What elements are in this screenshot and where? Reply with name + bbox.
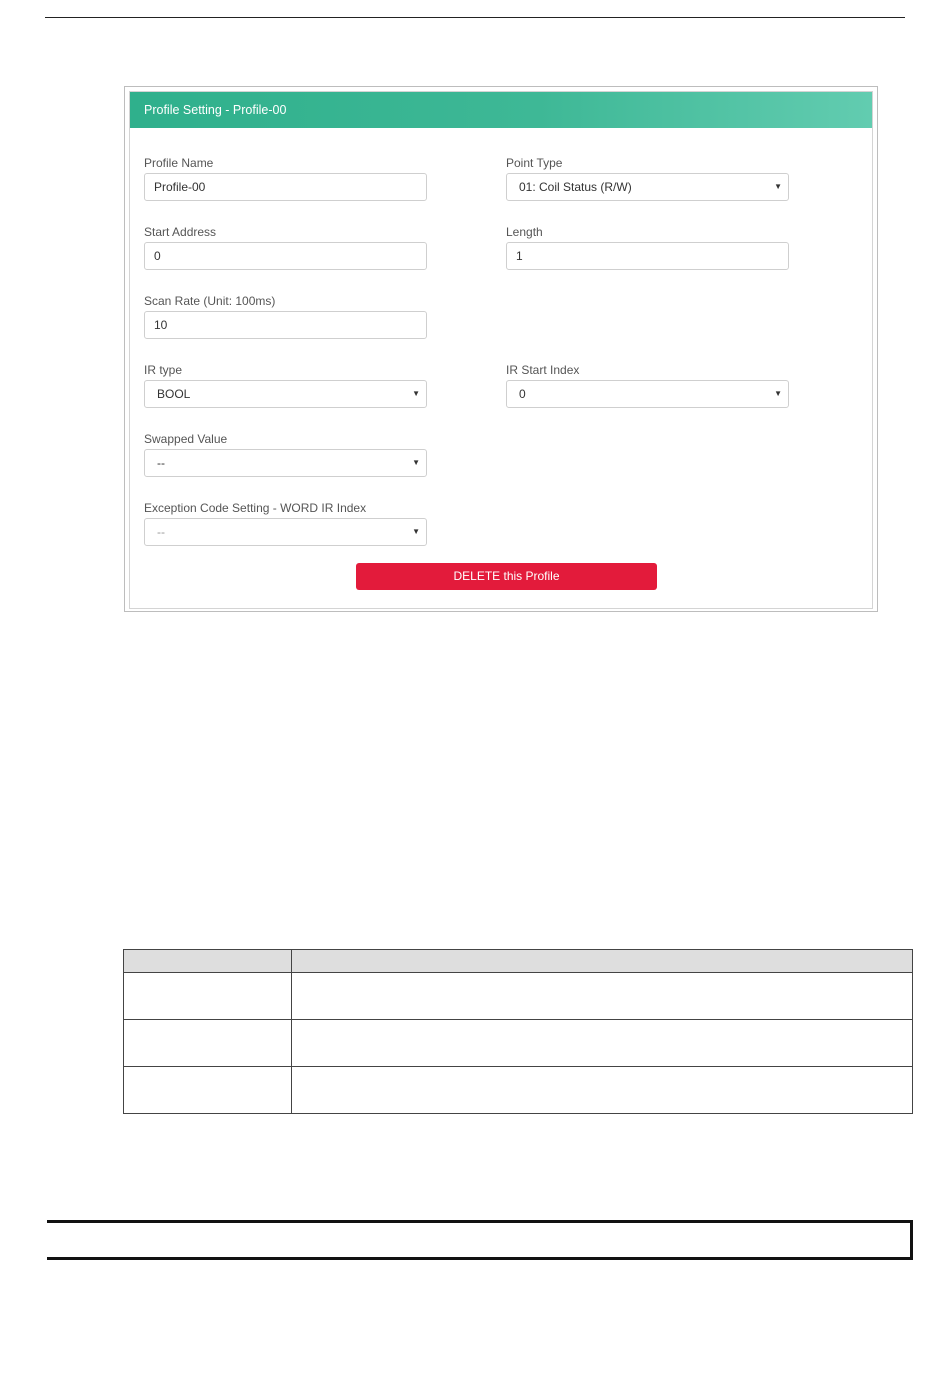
point-type-value: 01: Coil Status (R/W): [519, 180, 632, 194]
length-label: Length: [506, 225, 543, 239]
point-type-select[interactable]: [506, 173, 789, 201]
table-cell: [292, 1020, 913, 1067]
description-table: [123, 949, 913, 1114]
panel-title: Profile Setting - Profile-00: [130, 92, 872, 128]
table-row: [124, 973, 913, 1020]
table-header-cell: [124, 950, 292, 973]
table-cell: [124, 973, 292, 1020]
caret-down-icon: ▼: [412, 389, 420, 398]
ir-start-index-label: IR Start Index: [506, 363, 580, 377]
table-row: [124, 1020, 913, 1067]
table-header-cell: [292, 950, 913, 973]
ir-type-value: BOOL: [157, 387, 191, 401]
ir-start-index-select[interactable]: [506, 380, 789, 408]
scan-rate-input[interactable]: 10: [144, 311, 427, 339]
exception-code-value: --: [157, 525, 165, 539]
profile-name-label: Profile Name: [144, 156, 214, 170]
panel-body: [129, 91, 873, 609]
exception-code-label: Exception Code Setting - WORD IR Index: [144, 501, 367, 515]
table-cell: [124, 1067, 292, 1114]
ir-type-select[interactable]: [144, 380, 427, 408]
profile-setting-panel: [124, 86, 878, 612]
table-cell: [292, 1067, 913, 1114]
length-input[interactable]: 1: [506, 242, 789, 270]
profile-name-input[interactable]: Profile-00: [144, 173, 427, 201]
caret-down-icon: ▼: [774, 182, 782, 191]
swapped-value-value: --: [157, 456, 165, 470]
note-box: [47, 1220, 913, 1260]
caret-down-icon: ▼: [774, 389, 782, 398]
swapped-value-select[interactable]: [144, 449, 427, 477]
top-rule: [45, 17, 905, 18]
caret-down-icon: ▼: [412, 527, 420, 536]
point-type-label: Point Type: [506, 156, 563, 170]
table-header-row: [124, 950, 913, 973]
ir-type-label: IR type: [144, 363, 183, 377]
exception-code-select[interactable]: [144, 518, 427, 546]
caret-down-icon: ▼: [412, 458, 420, 467]
scan-rate-label: Scan Rate (Unit: 100ms): [144, 294, 276, 308]
table-cell: [292, 973, 913, 1020]
start-address-input[interactable]: 0: [144, 242, 427, 270]
table-row: [124, 1067, 913, 1114]
delete-profile-button[interactable]: DELETE this Profile: [356, 563, 657, 590]
swapped-value-label: Swapped Value: [144, 432, 228, 446]
ir-start-index-value: 0: [519, 387, 526, 401]
start-address-label: Start Address: [144, 225, 217, 239]
table-cell: [124, 1020, 292, 1067]
